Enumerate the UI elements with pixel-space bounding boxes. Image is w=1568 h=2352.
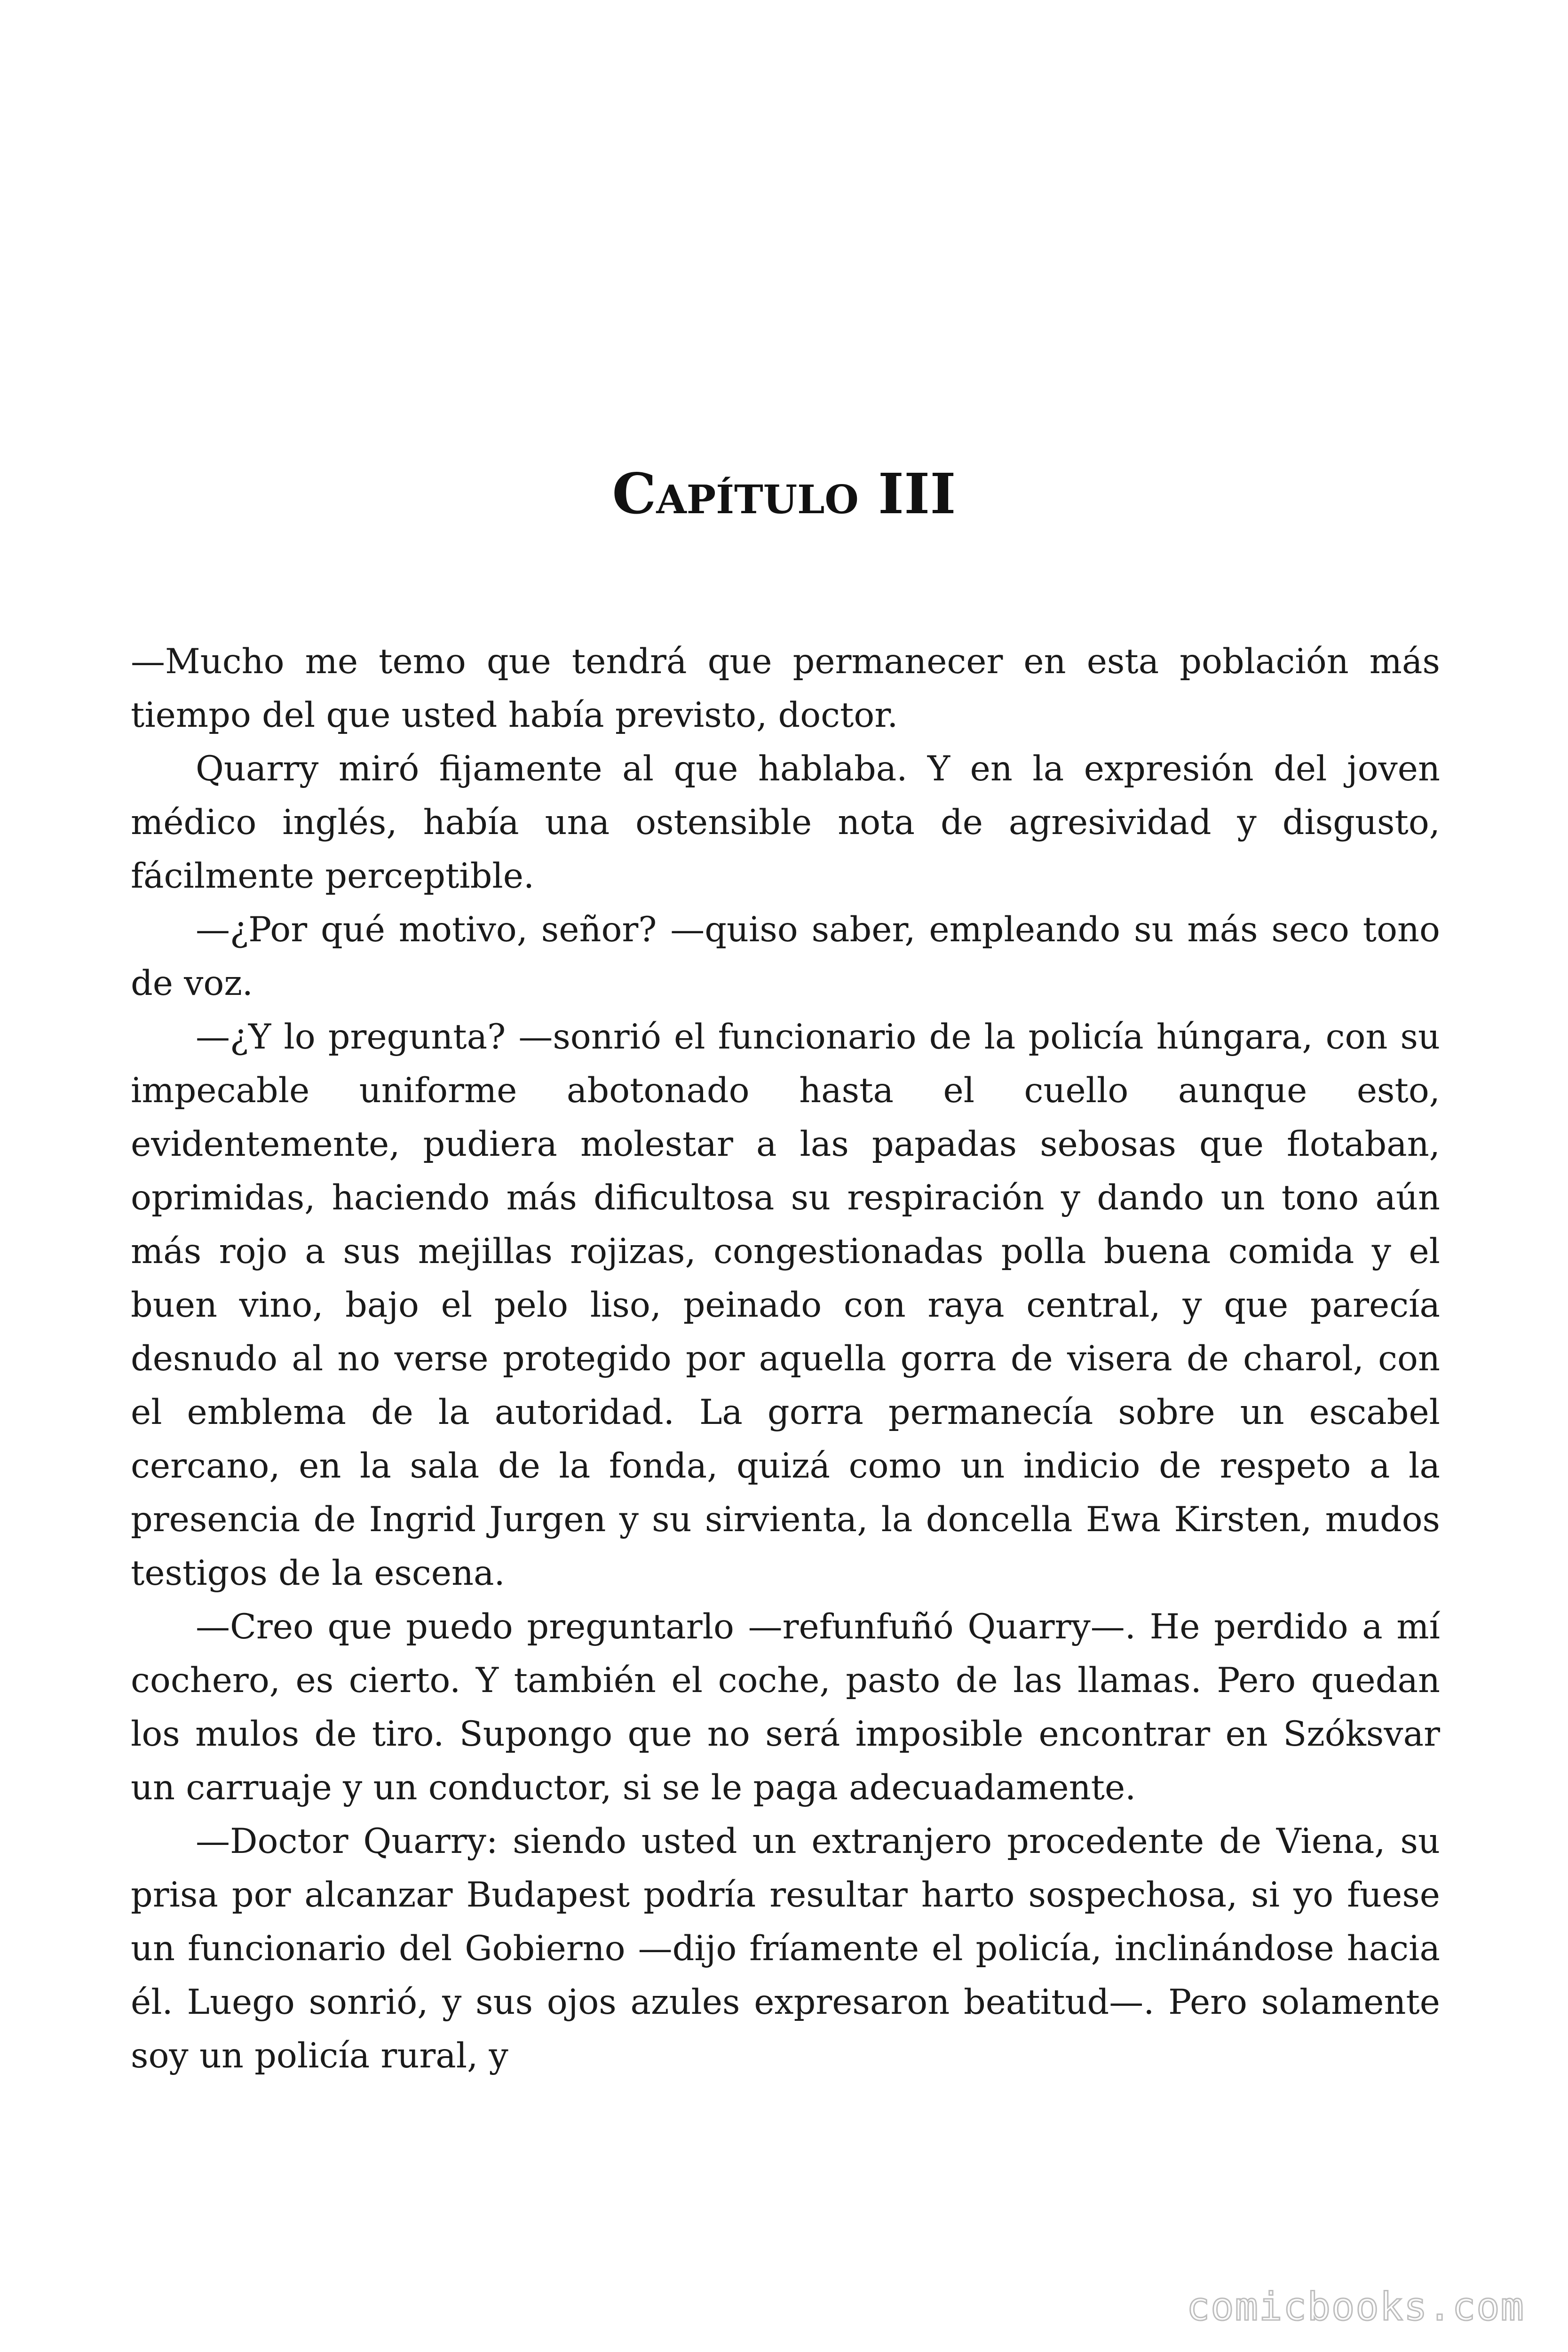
watermark-logo: comicbooks.com	[1186, 2285, 1525, 2329]
paragraph: —Creo que puedo preguntarlo —refunfuñó Quarry—. He perdido a mí cochero, es cierto. Y también el coche, pasto de las llamas. Pero quedan los mulos de tiro. Supongo que no será imposible encontrar en Szóksvar un carruaje y un conductor, si se le paga adecuadamente.	[131, 1607, 1440, 1808]
paragraph: —Mucho me temo que tendrá que permanecer en esta población más tiempo del que usted había previsto, doctor.	[131, 642, 1440, 735]
chapter-title	[0, 459, 1568, 529]
paragraph: —¿Por qué motivo, señor? —quiso saber, empleando su más seco tono de voz.	[131, 910, 1440, 1003]
chapter-body	[131, 635, 1440, 2083]
paragraph: Quarry miró fijamente al que hablaba. Y en la expresión del joven médico inglés, había una ostensible nota de agresividad y disgusto, fácilmente perceptible.	[131, 749, 1440, 896]
chapter-title-text: Capítulo III	[612, 461, 956, 526]
paragraph: —Doctor Quarry: siendo usted un extranjero procedente de Viena, su prisa por alcanzar Budapest podría resultar harto sospechosa, si yo fuese un funcionario del Gobierno —dijo fríamente el policía, inclinándose hacia él. Luego sonrió, y sus ojos azules expresaron beatitud—. Pero solamente soy un policía rural, y	[131, 1821, 1440, 2076]
paragraph: —¿Y lo pregunta? —sonrió el funcionario de la policía húngara, con su impecable uniforme abotonado hasta el cuello aunque esto, evidentemente, pudiera molestar a las papadas sebosas que flotaban, oprimidas, haciendo más dificultosa su respiración y dando un tono aún más rojo a sus mejillas rojizas, congestionadas polla buena comida y el buen vino, bajo el pelo liso, peinado con raya central, y que parecía desnudo al no verse protegido por aquella gorra de visera de charol, con el emblema de la autoridad. La gorra permanecía sobre un escabel cercano, en la sala de la fonda, quizá como un indicio de respeto a la presencia de Ingrid Jurgen y su sirvienta, la doncella Ewa Kirsten, mudos testigos de la escena.	[131, 1017, 1440, 1593]
